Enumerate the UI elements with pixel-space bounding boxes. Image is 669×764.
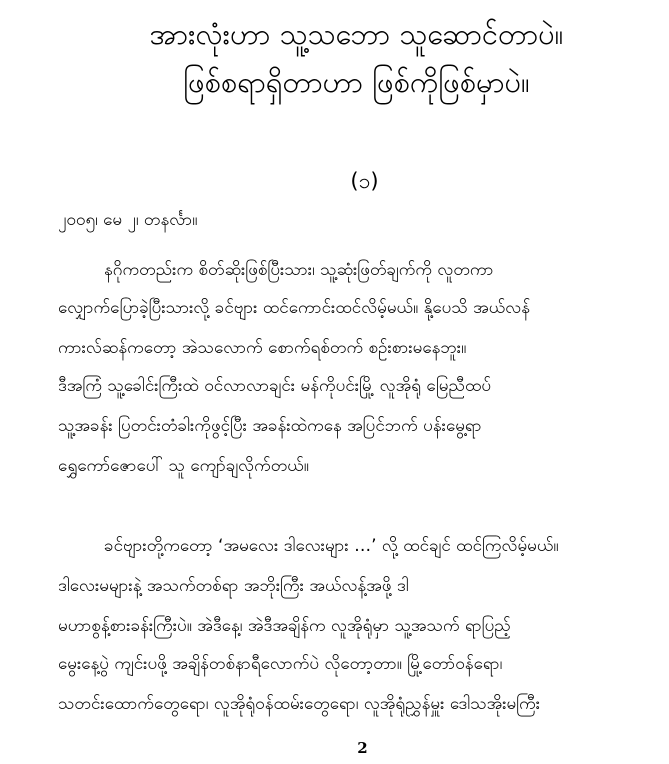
chapter-heading: (၁) bbox=[350, 169, 379, 193]
book-title-line-2: ဖြစ်စရာရှိတာဟာ ဖြစ်ကိုဖြစ်မှာပဲ။ bbox=[183, 65, 530, 99]
paragraph-1-line-1: နဂိုကတည်းက စိတ်ဆိုးဖြစ်ပြီးသား၊ သူ့ဆုံးဖြတ်ချက်ကို လူတကာ bbox=[104, 260, 494, 280]
paragraph-2-line-2: ဒါလေးမများနဲ့ အသက်တစ်ရာ အဘိုးကြီး အယ်လန့်အဖို့ ဒါ bbox=[58, 576, 409, 596]
paragraph-2-line-1: ခင်ဗျားတို့ကတော့ ‘အမလေး ဒါလေးများ …’ လို့ ထင်ချင် ထင်ကြလိမ့်မယ်။ bbox=[104, 536, 559, 556]
book-title-line-1: အားလုံးဟာ သူ့သဘော သူဆောင်တာပဲ။ bbox=[149, 17, 564, 51]
paragraph-2-line-4: မွေးနေ့ပွဲ ကျင်းပဖို့ အချိန်တစ်နာရီလောက်ပဲ လိုတော့တာ။ မြို့တော်ဝန်ရော၊ bbox=[58, 654, 503, 674]
dateline: ၂၀၀၅၊ မေ ၂၊ တနင်္လာ။ bbox=[58, 210, 198, 230]
paragraph-2-line-5: သတင်းထောက်တွေရော၊ လူအိုရုံဝန်ထမ်းတွေရော၊ လူအိုရုံညွှန်မှူး ဒေါသအိုးမကြီး bbox=[58, 694, 541, 714]
page-number: 2 bbox=[357, 739, 368, 757]
paragraph-2-line-3: မဟာစွန့်စားခန်းကြီးပဲ။ အဲဒီနေ့၊ အဲဒီအချိန်က လူအိုရုံမှာ သူ့အသက် ရာပြည့် bbox=[58, 616, 511, 636]
paragraph-1-line-6: ရွှေကော်ဇောပေါ် သူ ကျော်ချလိုက်တယ်။ bbox=[58, 456, 309, 476]
paragraph-1-line-5: သူ့အခန်း ပြတင်းတံခါးကိုဖွင့်ပြီး အခန်းထဲကနေ အပြင်ဘက် ပန်းမွေ့ရာ bbox=[58, 416, 482, 436]
paragraph-1-line-4: ဒီအကြံ သူ့ခေါင်းကြီးထဲ ဝင်လာလာချင်း မန်ကိုပင်းမြို့ လူအိုရုံ မြေညီထပ် bbox=[58, 376, 492, 396]
paragraph-1-line-3: ကားလ်ဆန်ကတော့ အဲသလောက် စောက်ရစ်တက် စဉ်းစားမနေဘူး။ bbox=[58, 338, 467, 358]
paragraph-1-line-2: လျှောက်ပြောခဲ့ပြီးသားလို့ ခင်ဗျား ထင်ကောင်းထင်လိမ့်မယ်။ နို့ပေသိ အယ်လန် bbox=[58, 298, 530, 318]
